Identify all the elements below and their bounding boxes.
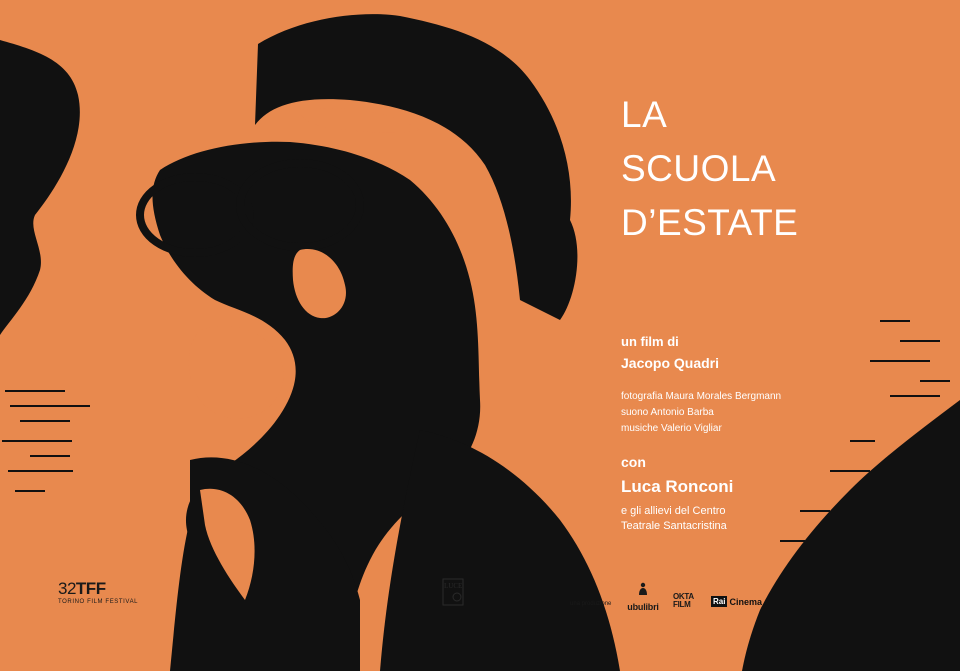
film-title [621, 88, 798, 250]
crew-list [621, 389, 781, 437]
crew-photography: fotografia Maura Morales Bergmann [621, 391, 782, 402]
credit-intro: un film di [621, 334, 679, 349]
face-highlight-forehead [300, 108, 420, 132]
cast-others-line-1: e gli allievi del Centro [621, 505, 726, 517]
tff-number: 32 [58, 579, 76, 598]
tff-logo [58, 580, 138, 605]
title-line-2: SCUOLA [621, 148, 777, 189]
crew-music: musiche Valerio Vigliar [621, 423, 722, 434]
tff-subtitle: TORINO FILM FESTIVAL [58, 599, 139, 605]
luce-logo-text: LUCE [444, 582, 463, 590]
ubulibri-text: ubulibri [627, 602, 659, 612]
cast-others-line-2: Teatrale Santacristina [621, 520, 727, 532]
okta-film-logo [673, 593, 694, 609]
title-line-3: D’ESTATE [621, 202, 799, 243]
crew-sound: suono Antonio Barba [621, 407, 714, 418]
rai-cinema-text: Cinema [729, 596, 762, 607]
tff-mark [58, 580, 138, 598]
left-figure [0, 40, 80, 335]
tff-acronym: TFF [75, 579, 106, 598]
credit-with: con [621, 454, 646, 470]
rai-cinema-logo [711, 596, 762, 607]
cast-others [621, 504, 727, 534]
ubulibri-logo [623, 582, 663, 612]
title-line-1: LA [621, 94, 668, 135]
portrait-shoulder [380, 430, 620, 671]
face-highlight-cheek [189, 326, 284, 419]
production-label: una produzione [570, 601, 612, 607]
ubulibri-figure-icon [636, 582, 650, 596]
star-name: Luca Ronconi [621, 477, 734, 496]
rai-badge: Rai [713, 597, 726, 606]
okta-line-2: FILM [673, 600, 691, 609]
okta-line-1: OKTA [673, 592, 694, 601]
director-name: Jacopo Quadri [621, 355, 720, 371]
